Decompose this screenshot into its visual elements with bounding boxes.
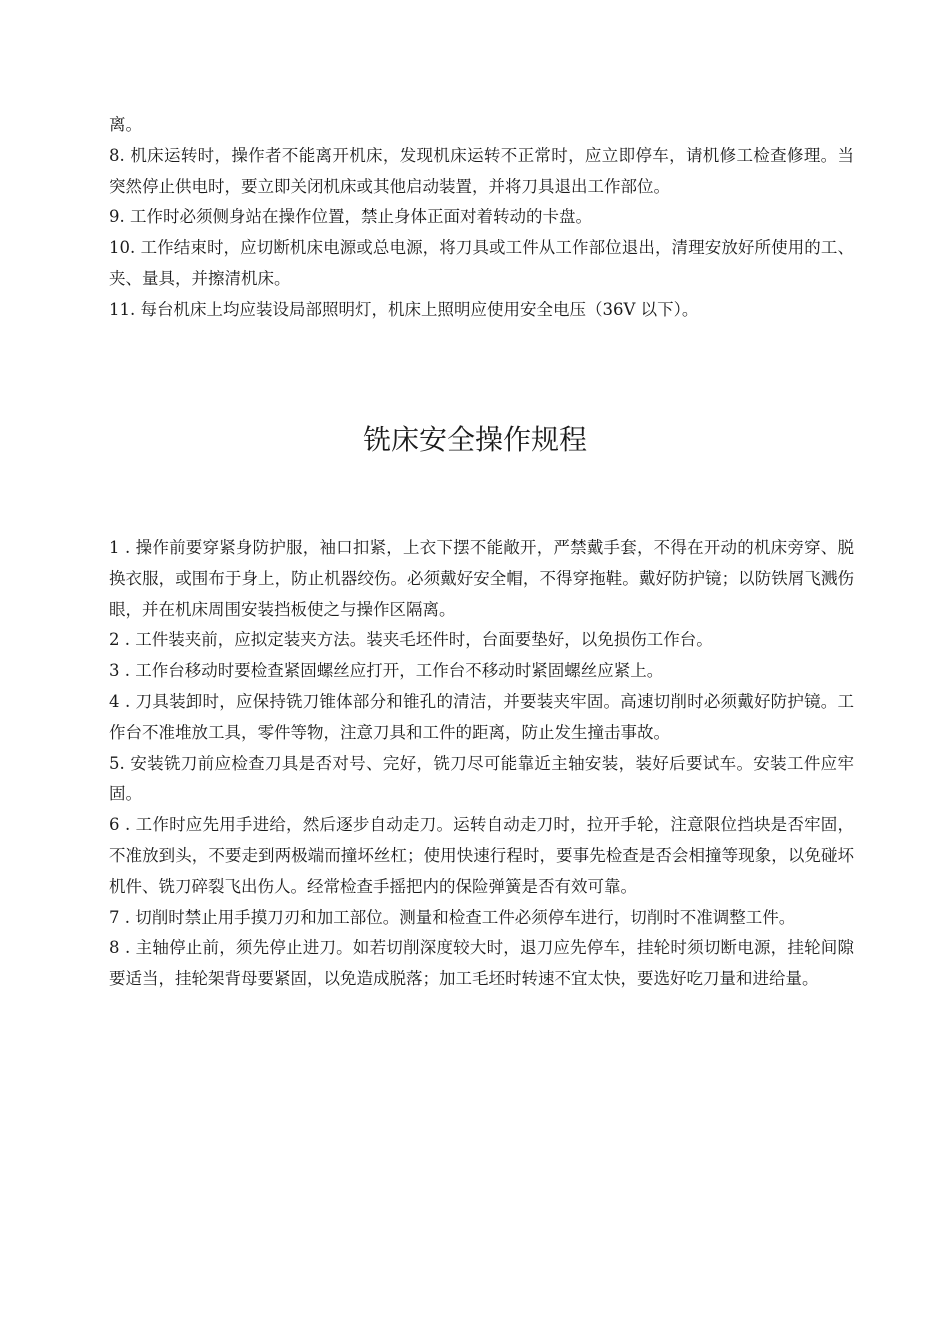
lathe-rule-11: 11. 每台机床上均应装设局部照明灯，机床上照明应使用安全电压（36V 以下）。	[109, 299, 699, 319]
milling-rule-7: 7 . 切削时禁止用手摸刀刃和加工部位。测量和检查工件必须停车进行，切削时不准调整工件。	[109, 907, 796, 927]
continued-rules-section	[109, 110, 854, 326]
lathe-rule-10: 10. 工作结束时，应切断机床电源或总电源，将刀具或工件从工作部位退出，清理安放好所使用的工、夹、量具，并擦清机床。	[109, 238, 854, 288]
rule-7-continuation: 离。	[109, 115, 142, 134]
milling-rule-6: 6 . 工作时应先用手进给，然后逐步自动走刀。运转自动走刀时，拉开手轮，注意限位挡块是否牢固，不准放到头，不要走到两极端而撞坏丝杠；使用快速行程时，要事先检查是否会相撞等现象，以免碰坏机件、铣刀碎裂飞出伤人。经常检查手摇把内的保险弹簧是否有效可靠。	[109, 815, 854, 896]
milling-rule-5: 5. 安装铣刀前应检查刀具是否对号、完好，铣刀尽可能靠近主轴安装，装好后要试车。安装工件应牢固。	[109, 753, 854, 804]
milling-rule-4: 4 . 刀具装卸时，应保持铣刀锥体部分和锥孔的清洁，并要装夹牢固。高速切削时必须戴好防护镜。工作台不准堆放工具，零件等物，注意刀具和工件的距离，防止发生撞击事故。	[109, 691, 854, 742]
milling-rule-2: 2 . 工件装夹前，应拟定装夹方法。装夹毛坯件时，台面要垫好，以免损伤工作台。	[109, 630, 713, 650]
lathe-rule-9: 9. 工作时必须侧身站在操作位置，禁止身体正面对着转动的卡盘。	[109, 207, 592, 227]
milling-rule-8: 8 . 主轴停止前，须先停止进刀。如若切削深度较大时，退刀应先停车，挂轮时须切断电源，挂轮间隙要适当，挂轮架背母要紧固，以免造成脱落；加工毛坯时转速不宜太快，要选好吃刀量和进给量。	[109, 938, 854, 989]
milling-rule-3: 3 . 工作台移动时要检查紧固螺丝应打开，工作台不移动时紧固螺丝应紧上。	[109, 661, 664, 681]
milling-safety-title: 铣床安全操作规程	[362, 423, 587, 456]
milling-rules-section	[109, 533, 854, 995]
milling-rule-1: 1 . 操作前要穿紧身防护服，袖口扣紧，上衣下摆不能敞开，严禁戴手套，不得在开动的机床旁穿、脱换衣服，或围布于身上，防止机器绞伤。必须戴好安全帽，不得穿拖鞋。戴好防护镜；以防铁屑飞溅伤眼，并在机床周围安装挡板使之与操作区隔离。	[109, 538, 854, 619]
lathe-rule-8: 8. 机床运转时，操作者不能离开机床，发现机床运转不正常时，应立即停车，请机修工检查修理。当突然停止供电时，要立即关闭机床或其他启动装置，并将刀具退出工作部位。	[109, 145, 854, 196]
